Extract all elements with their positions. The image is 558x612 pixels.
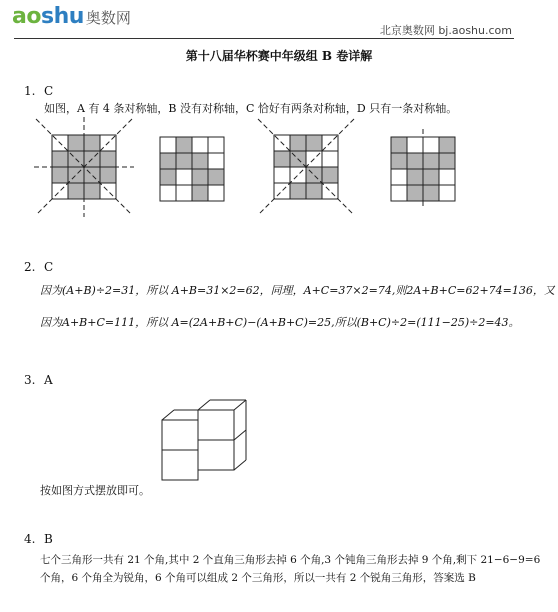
q1-number: 1. <box>24 84 36 98</box>
grid-cell-shaded <box>192 153 208 169</box>
page-title: 第十八届华杯赛中年级组 B 卷详解 <box>185 49 373 63</box>
grid-cell-shaded <box>290 183 306 199</box>
grid-cell-empty <box>439 185 455 201</box>
logo-cjk-text: 奥数网 <box>85 9 131 27</box>
figure-a <box>34 117 134 217</box>
grid-cell-shaded <box>407 169 423 185</box>
logo-latin-text <box>12 4 84 29</box>
grid-cell-empty <box>290 167 306 183</box>
grid-cell-shaded <box>68 167 84 183</box>
header-divider <box>14 38 514 39</box>
q3-text: 按如图方式摆放即可。 <box>40 484 150 497</box>
q1-figures <box>0 115 558 235</box>
grid-cell-shaded <box>274 151 290 167</box>
grid-cell-shaded <box>306 135 322 151</box>
grid-cell-shaded <box>192 185 208 201</box>
grid-cell-shaded <box>290 135 306 151</box>
grid-cell-shaded <box>52 167 68 183</box>
grid-cell-empty <box>439 169 455 185</box>
grid-cell-empty <box>391 185 407 201</box>
site-address: 北京奥数网 bj.aoshu.com <box>379 24 512 37</box>
q4-line-1: 七个三角形一共有 21 个角,其中 2 个直角三角形去掉 6 个角,3 个钝角三角形去掉 9 个角,剩下 21−6−9=6 <box>40 554 541 566</box>
figure-b <box>160 137 224 201</box>
q1-answer: C <box>44 84 54 98</box>
grid-cell-empty <box>52 183 68 199</box>
logo-part-a: ao <box>12 4 41 29</box>
q3-cube-figure <box>150 398 250 498</box>
grid-cell-shaded <box>391 137 407 153</box>
grid-cell-shaded <box>306 167 322 183</box>
grid-cell-shaded <box>100 151 116 167</box>
grid-cell-empty <box>274 167 290 183</box>
grid-cell-shaded <box>423 153 439 169</box>
grid-cell-shaded <box>68 135 84 151</box>
grid-cell-shaded <box>100 167 116 183</box>
grid-cell-empty <box>208 137 224 153</box>
grid-cell-empty <box>322 183 338 199</box>
grid-cell-empty <box>176 169 192 185</box>
grid-cell-empty <box>160 137 176 153</box>
q4-number: 4. <box>24 532 36 546</box>
grid-cell-shaded <box>176 137 192 153</box>
grid-cell-shaded <box>423 169 439 185</box>
q4-line-2: 个角，6 个角全为锐角，6 个角可以组成 2 个三角形，所以一共有 2 个锐角三角形，答案选 B <box>40 572 476 584</box>
aoshu-logo[interactable] <box>12 4 131 28</box>
grid-cell-shaded <box>306 183 322 199</box>
grid-cell-shaded <box>439 153 455 169</box>
grid-cell-shaded <box>84 167 100 183</box>
grid-cell-shaded <box>160 169 176 185</box>
grid-cell-empty <box>423 137 439 153</box>
grid-cell-empty <box>176 185 192 201</box>
grid-cell-shaded <box>423 185 439 201</box>
q2-line-2: 因为A+B+C=111，所以 A=(2A+B+C)−(A+B+C)=25,所以(B+C)÷2=(111−25)÷2=43。 <box>40 316 520 329</box>
q1-text: 如图，A 有 4 条对称轴，B 没有对称轴，C 恰好有两条对称轴，D 只有一条对称轴。 <box>44 102 458 115</box>
logo-part-rest: shu <box>40 4 84 29</box>
grid-cell-empty <box>160 185 176 201</box>
grid-cell-shaded <box>407 185 423 201</box>
q4-answer: B <box>44 532 53 546</box>
figure-d <box>391 129 455 209</box>
grid-cell-shaded <box>322 167 338 183</box>
grid-cell-empty <box>208 185 224 201</box>
figure-c <box>258 119 354 215</box>
q2-answer: C <box>44 260 54 274</box>
grid-cell-empty <box>208 153 224 169</box>
grid-cell-empty <box>407 137 423 153</box>
grid-cell-shaded <box>160 153 176 169</box>
q2-number: 2. <box>24 260 36 274</box>
grid-cell-empty <box>274 183 290 199</box>
grid-cell-empty <box>100 183 116 199</box>
grid-cell-shaded <box>439 137 455 153</box>
grid-cell-shaded <box>176 153 192 169</box>
grid-cell-shaded <box>208 169 224 185</box>
grid-cell-shaded <box>192 169 208 185</box>
q3-answer: A <box>44 373 53 387</box>
grid-cell-shaded <box>52 151 68 167</box>
grid-cell-shaded <box>391 153 407 169</box>
q2-line-1: 因为(A+B)÷2=31，所以 A+B=31×2=62，同理，A+C=37×2=74,则2A+B+C=62+74=136，又 <box>40 284 555 297</box>
grid-cell-empty <box>391 169 407 185</box>
grid-cell-shaded <box>84 135 100 151</box>
grid-cell-empty <box>192 137 208 153</box>
q3-number: 3. <box>24 373 36 387</box>
grid-cell-shaded <box>68 183 84 199</box>
grid-cell-shaded <box>407 153 423 169</box>
grid-cell-empty <box>322 151 338 167</box>
grid-cell-shaded <box>84 183 100 199</box>
